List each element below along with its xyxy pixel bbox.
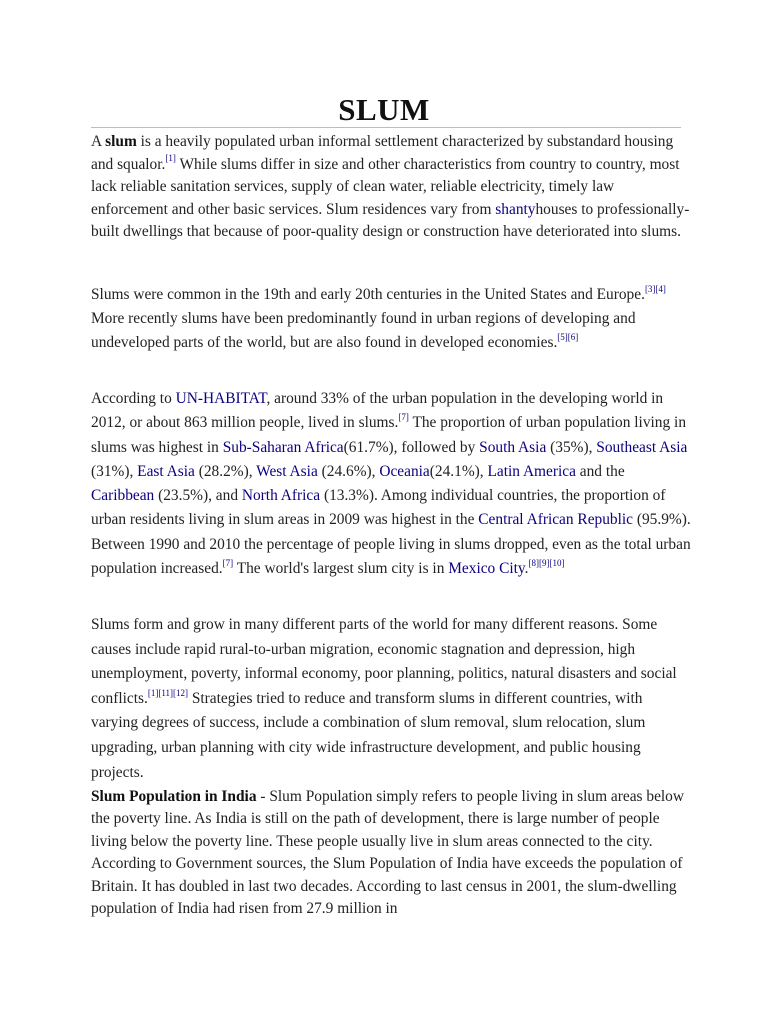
paragraph-history	[91, 283, 691, 356]
link-shanty[interactable]: shanty	[495, 200, 536, 218]
link-caribbean[interactable]: Caribbean	[91, 487, 155, 505]
text: (95.9%). Between 1990 and 2010 the percentage of people living in slums dropped, even as the total urban population increased.	[91, 511, 691, 578]
text: (23.5%), and	[154, 487, 242, 505]
link-sub-saharan-africa[interactable]: Sub-Saharan Africa	[222, 438, 344, 456]
text: More recently slums have been predominantly found in urban regions of developing and undeveloped parts of the world, but are also found in developed economies.	[91, 310, 636, 352]
text: While slums differ in size and other characteristics from country to country, most lack reliable sanitation services, supply of clean water, reliable electricity, timely law enforcement and other basic services. Slum residences vary from	[91, 155, 680, 218]
title-divider	[91, 127, 681, 128]
text: (31%),	[91, 462, 138, 480]
text: (61.7%), followed by	[343, 438, 480, 456]
text: is a heavily populated urban informal settlement characterized by substandard housing and squalor.	[91, 133, 674, 173]
citation-ref[interactable]: [1]	[165, 153, 176, 164]
text: (35%),	[546, 438, 597, 456]
text: - Slum Population simply refers to people living in slum areas below the poverty line. As India is still on the path of development, there is large number of people living below the poverty line. These people usually live in slum areas connected to the city. According to Government sources, the Slum Population of India have exceeds the population of Britain. It has doubled in last two decades. According to last census in 2001, the slum-dwelling population of India had risen from 27.9 million in	[91, 788, 684, 918]
text: Strategies tried to reduce and transform slums in different countries, with varying degrees of success, include a combination of slum removal, slum relocation, slum upgrading, urban planning with city wide infrastructure development, and public housing projects.	[91, 689, 646, 781]
link-central-african-republic[interactable]: Central African Republic	[478, 511, 633, 529]
text: (24.1%),	[429, 462, 488, 480]
citation-ref[interactable]: [7]	[222, 557, 234, 568]
link-un-habitat[interactable]: UN-HABITAT	[175, 390, 267, 407]
text: (13.3%). Among individual countries, the proportion of urban residents living in slum areas in 2009 was highest in the	[91, 487, 666, 529]
text: The proportion of urban population living in slums was highest in	[91, 414, 687, 456]
link-mexico-city[interactable]: Mexico City	[448, 560, 525, 578]
text: The world's largest slum city is in	[233, 560, 449, 578]
link-southeast-asia[interactable]: Southeast Asia	[596, 438, 688, 456]
text: A	[91, 133, 106, 150]
citation-ref[interactable]: [5][6]	[557, 332, 579, 343]
text: (24.6%),	[317, 462, 380, 480]
paragraph-causes	[91, 613, 691, 785]
text: Slums were common in the 19th and early 20th centuries in the United States and Europe.	[91, 286, 645, 303]
text: houses to professionally-built dwellings that because of poor-quality design or construction have deteriorated into slums.	[91, 200, 690, 241]
link-south-asia[interactable]: South Asia	[479, 438, 547, 456]
text: .	[524, 560, 529, 578]
bold-heading: Slum Population in India	[91, 788, 257, 805]
citation-ref[interactable]: [1][11][12]	[147, 687, 188, 698]
link-north-africa[interactable]: North Africa	[241, 487, 321, 505]
link-east-asia[interactable]: East Asia	[137, 462, 195, 480]
link-oceania[interactable]: Oceania	[379, 462, 430, 480]
citation-ref[interactable]: [3][4]	[644, 283, 666, 294]
text: , around 33% of the urban population in the developing world in 2012, or about 863 million people, lived in slums.	[91, 390, 664, 432]
link-west-asia[interactable]: West Asia	[256, 462, 318, 480]
text: According to	[91, 390, 176, 407]
paragraph-statistics	[91, 387, 691, 581]
page-title: SLUM	[338, 92, 430, 127]
text: Slums form and grow in many different parts of the world for many different reasons. Some causes include rapid rural-to-urban migration, economic stagnation and depression, high unemployment, poverty, informal economy, poor planning, politics, natural disasters and social conflicts.	[91, 616, 677, 707]
text: (28.2%),	[194, 462, 257, 480]
link-latin-america[interactable]: Latin America	[487, 462, 576, 480]
citation-ref[interactable]: [8][9][10]	[528, 557, 565, 568]
citation-ref[interactable]: [7]	[398, 412, 409, 423]
paragraph-india	[91, 786, 691, 920]
paragraph-definition	[91, 131, 691, 244]
bold-term: slum	[105, 133, 137, 150]
text: and the	[575, 462, 625, 480]
